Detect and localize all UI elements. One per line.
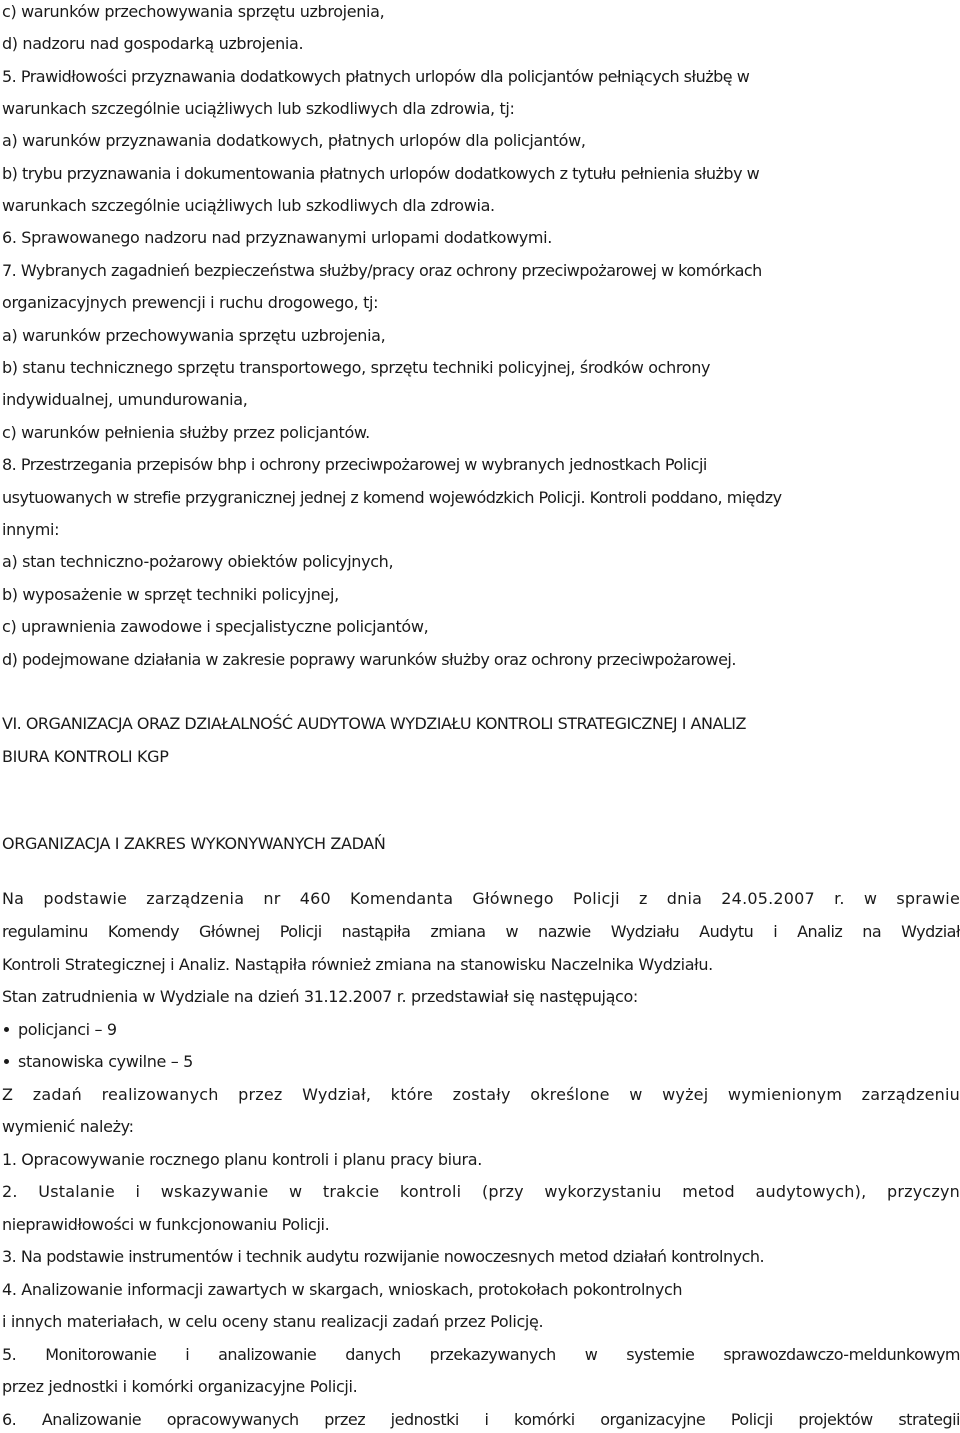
list-item-b-equipment: b) wyposażenie w sprzęt techniki policyjnej, (2, 585, 339, 604)
bullet-text: stanowiska cywilne – 5 (18, 1052, 193, 1071)
bullet-icon (4, 1059, 9, 1064)
task-item-4-cont: i innych materiałach, w celu oceny stanu realizacji zadań przez Policję. (2, 1312, 544, 1331)
list-item-d-actions: d) podejmowane działania w zakresie poprawy warunków służby oraz ochrony przeciwpożarowej. (2, 650, 736, 669)
section-item-8-cont: usytuowanych w strefie przygranicznej jednej z komend wojewódzkich Policji. Kontroli poddano, między (2, 488, 782, 507)
list-item-a-leave-conditions: a) warunków przyznawania dodatkowych, płatnych urlopów dla policjantów, (2, 131, 586, 150)
chapter-heading: VI. ORGANIZACJA ORAZ DZIAŁALNOŚĆ AUDYTOWA WYDZIAŁU KONTROLI STRATEGICZNEJ I ANALIZ (2, 714, 746, 733)
section-item-8: 8. Przestrzegania przepisów bhp i ochrony przeciwpożarowej w wybranych jednostkach Policji (2, 455, 707, 474)
list-item-b-technical-state: b) stanu technicznego sprzętu transportowego, sprzętu techniki policyjnej, środków ochrony (2, 358, 711, 377)
chapter-heading-cont: BIURA KONTROLI KGP (2, 747, 169, 766)
task-item-5-cont: przez jednostki i komórki organizacyjne Policji. (2, 1377, 358, 1396)
section-item-6: 6. Sprawowanego nadzoru nad przyznawanymi urlopami dodatkowymi. (2, 228, 552, 247)
list-item-b-technical-state-cont: indywidualnej, umundurowania, (2, 390, 248, 409)
section-item-8-cont-2: innymi: (2, 520, 60, 539)
list-item-c-weapons-storage: c) warunków przechowywania sprzętu uzbrojenia, (2, 2, 385, 21)
section-item-5-cont: warunkach szczególnie uciążliwych lub szkodliwych dla zdrowia, tj: (2, 99, 515, 118)
task-item-2-cont: nieprawidłowości w funkcjonowaniu Policji. (2, 1215, 330, 1234)
list-item-c-qualifications: c) uprawnienia zawodowe i specjalistyczne policjantów, (2, 617, 429, 636)
task-item-6: 6. Analizowanie opracowywanych przez jednostki i komórki organizacyjne Policji projektów strategii (2, 1410, 960, 1429)
list-item-a-weapons-storage: a) warunków przechowywania sprzętu uzbrojenia, (2, 326, 386, 345)
paragraph-line: Z zadań realizowanych przez Wydział, które zostały określone w wyżej wymienionym zarządzeniu (2, 1085, 960, 1104)
task-item-5: 5. Monitorowanie i analizowanie danych przekazywanych w systemie sprawozdawczo-meldunkowym (2, 1345, 960, 1364)
task-item-4: 4. Analizowanie informacji zawartych w skargach, wnioskach, protokołach pokontrolnych (2, 1280, 683, 1299)
bullet-item (2, 1020, 960, 1040)
list-item-d-weapons-supervision: d) nadzoru nad gospodarką uzbrojenia. (2, 34, 304, 53)
list-item-a-fire-state: a) stan techniczno-pożarowy obiektów policyjnych, (2, 552, 394, 571)
bullet-text: policjanci – 9 (18, 1020, 117, 1039)
section-item-7-cont: organizacyjnych prewencji i ruchu drogowego, tj: (2, 293, 379, 312)
task-item-3: 3. Na podstawie instrumentów i technik audytu rozwijanie nowoczesnych metod działań kontrolnych. (2, 1247, 765, 1266)
paragraph-line: Stan zatrudnienia w Wydziale na dzień 31.12.2007 r. przedstawiał się następująco: (2, 987, 638, 1006)
list-item-c-service-conditions: c) warunków pełnienia służby przez policjantów. (2, 423, 370, 442)
paragraph-line: Na podstawie zarządzenia nr 460 Komendanta Głównego Policji z dnia 24.05.2007 r. w sprawie (2, 889, 960, 908)
paragraph-line: Kontroli Strategicznej i Analiz. Nastąpiła również zmiana na stanowisku Naczelnika Wydziału. (2, 955, 713, 974)
section-heading: ORGANIZACJA I ZAKRES WYKONYWANYCH ZADAŃ (2, 834, 386, 853)
bullet-item (2, 1052, 960, 1072)
list-item-b-leave-procedure: b) trybu przyznawania i dokumentowania płatnych urlopów dodatkowych z tytułu pełnienia służby w (2, 164, 760, 183)
paragraph-line: regulaminu Komendy Głównej Policji nastąpiła zmiana w nazwie Wydziału Audytu i Analiz na Wydział (2, 922, 960, 941)
section-item-7: 7. Wybranych zagadnień bezpieczeństwa służby/pracy oraz ochrony przeciwpożarowej w komórkach (2, 261, 762, 280)
section-item-5: 5. Prawidłowości przyznawania dodatkowych płatnych urlopów dla policjantów pełniących służbę w (2, 67, 750, 86)
bullet-icon (4, 1027, 9, 1032)
paragraph-line: wymienić należy: (2, 1117, 134, 1136)
task-item-2: 2. Ustalanie i wskazywanie w trakcie kontroli (przy wykorzystaniu metod audytowych), przyczyn (2, 1182, 960, 1201)
list-item-b-leave-procedure-cont: warunkach szczególnie uciążliwych lub szkodliwych dla zdrowia. (2, 196, 495, 215)
task-item-1: 1. Opracowywanie rocznego planu kontroli i planu pracy biura. (2, 1150, 482, 1169)
